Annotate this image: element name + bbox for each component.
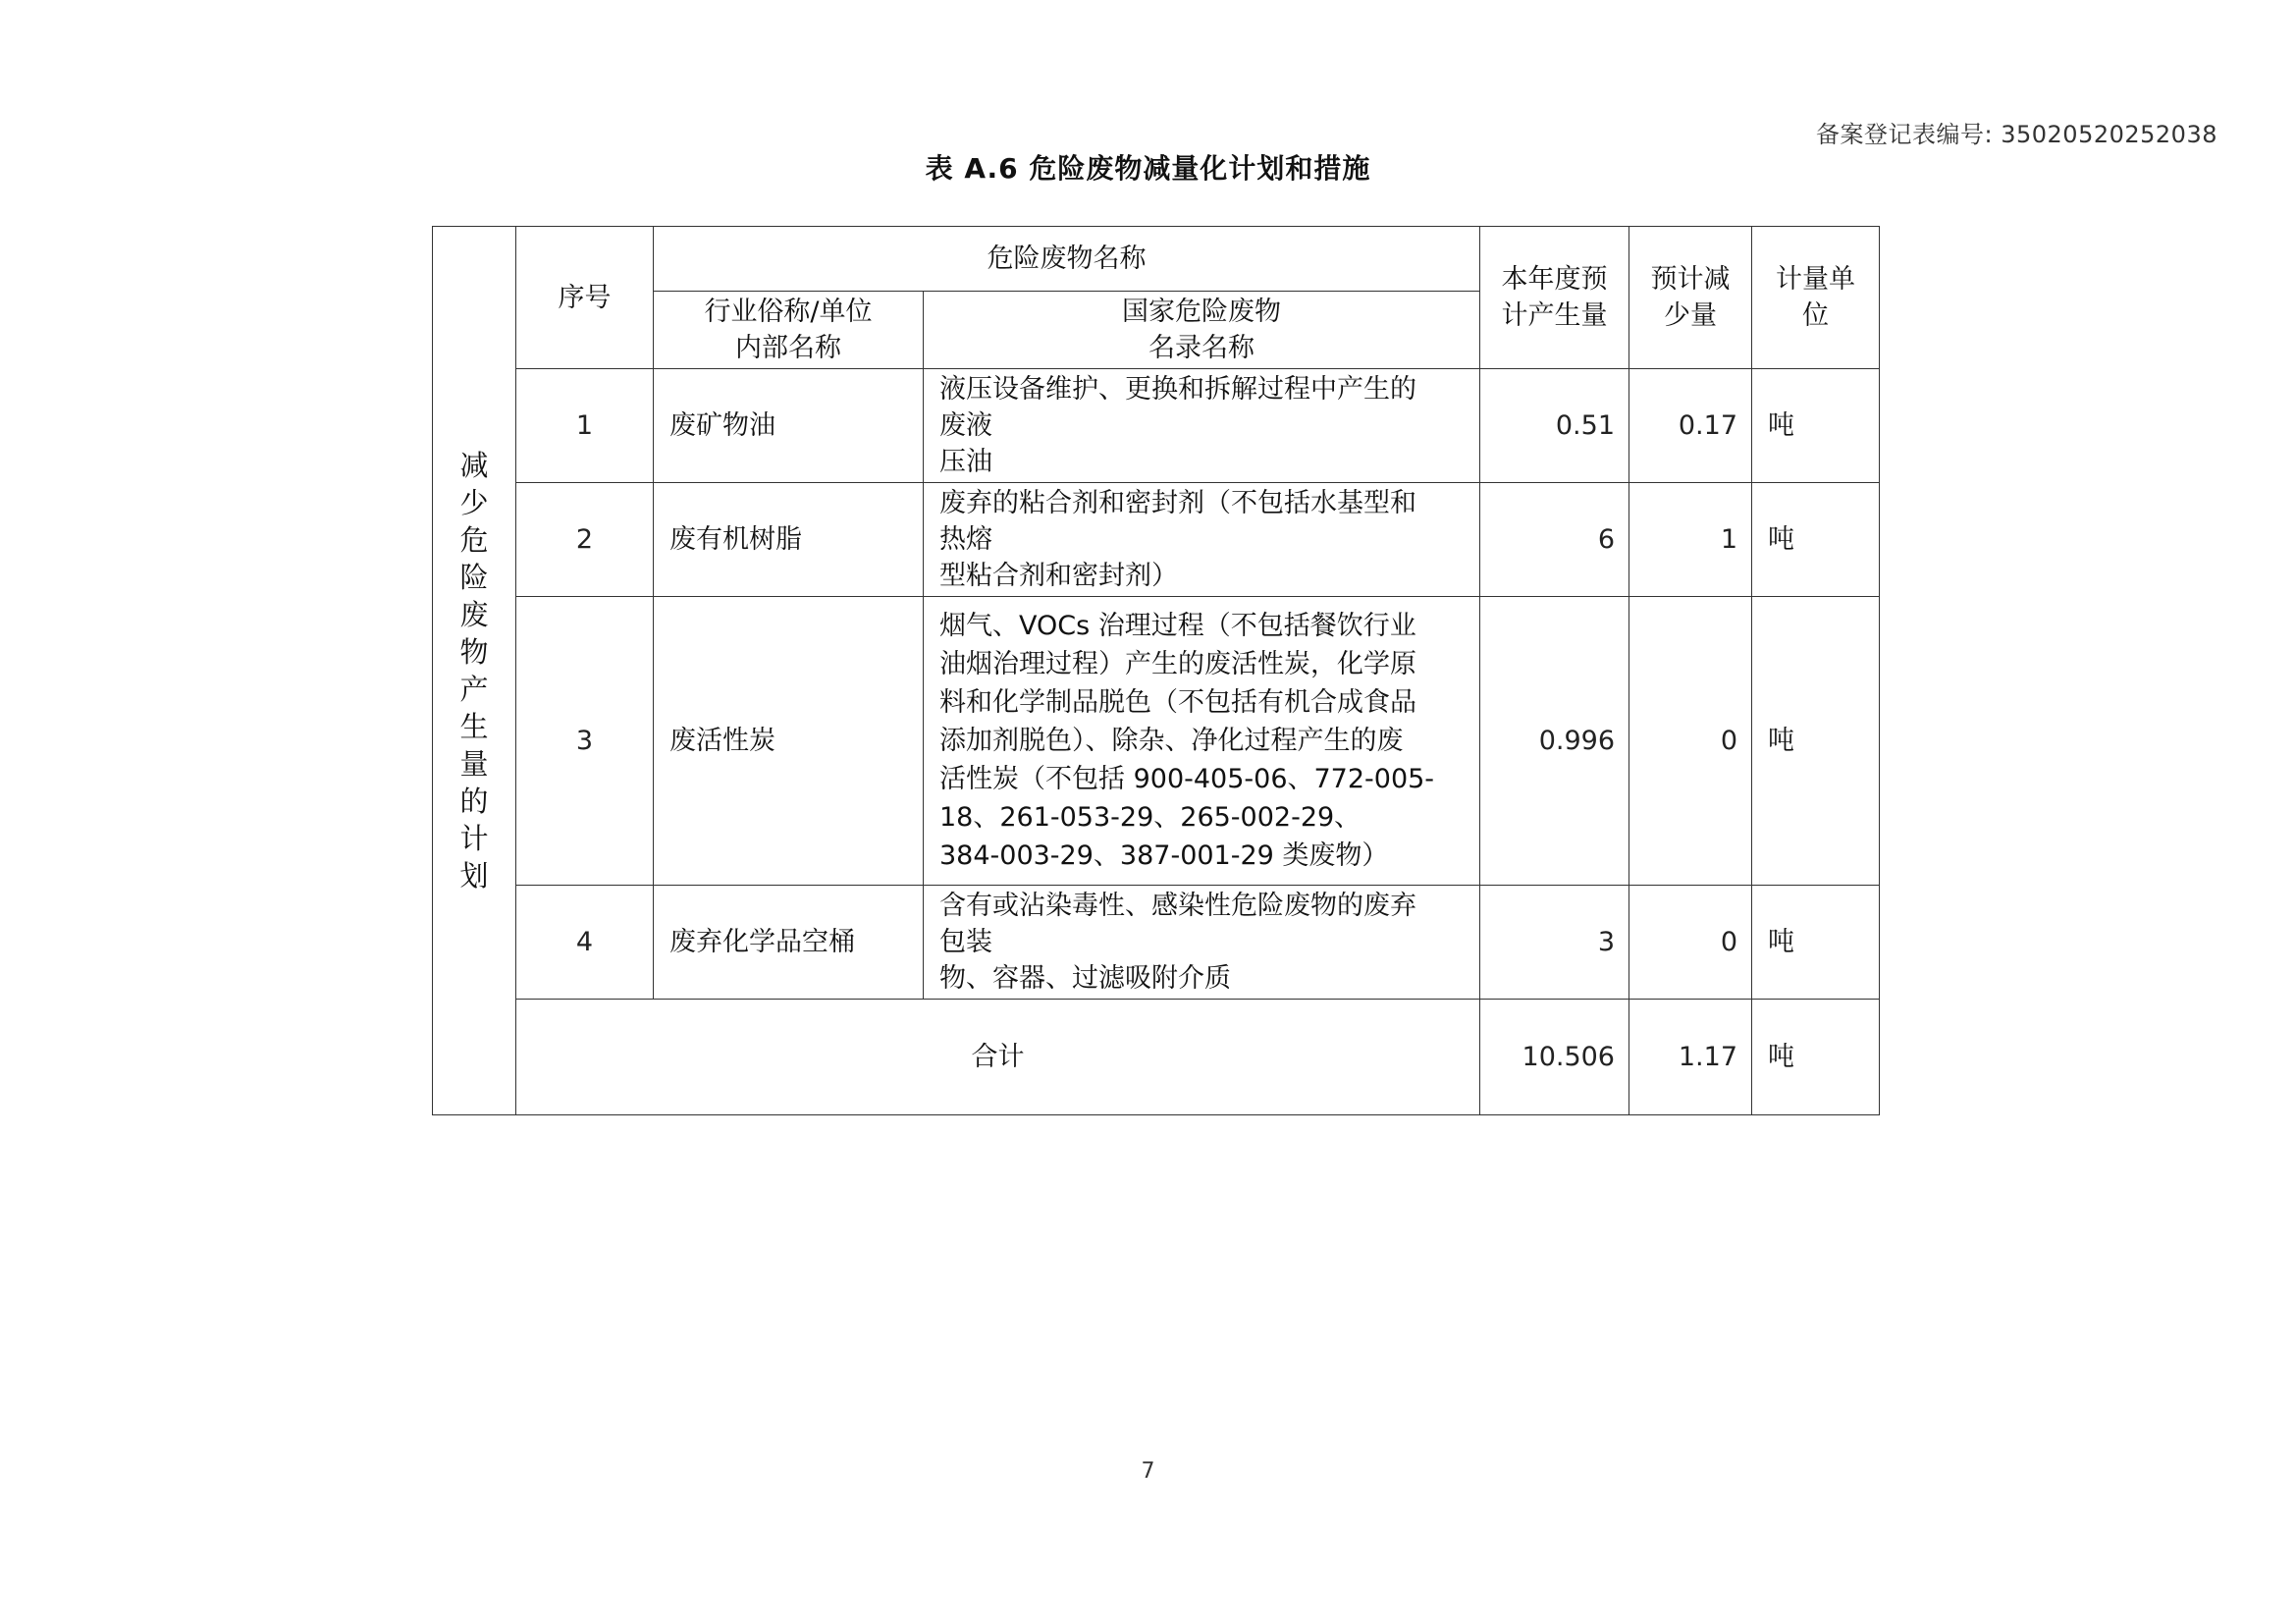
total-row [433,1000,1880,1115]
row-unit: 吨 [1752,886,1880,1000]
row-expected-reduction: 0 [1629,597,1752,886]
row-annual-output: 3 [1480,886,1629,1000]
total-annual-output: 10.506 [1480,1000,1629,1115]
row-national-name: 废弃的粘合剂和密封剂（不包括水基型和 热熔 型粘合剂和密封剂） [924,483,1480,597]
header-expected-reduction: 预计减 少量 [1629,227,1752,369]
header-annual-output: 本年度预 计产生量 [1480,227,1629,369]
total-expected-reduction: 1.17 [1629,1000,1752,1115]
row-serial: 4 [516,886,654,1000]
table-row [433,483,1880,597]
row-national-name: 含有或沾染毒性、感染性危险废物的废弃 包装 物、容器、过滤吸附介质 [924,886,1480,1000]
registration-label: 备案登记表编号: [1815,121,1994,148]
row-expected-reduction: 0.17 [1629,369,1752,483]
row-serial: 1 [516,369,654,483]
total-unit: 吨 [1752,1000,1880,1115]
header-serial: 序号 [516,227,654,369]
table-row [433,597,1880,886]
row-unit: 吨 [1752,369,1880,483]
side-label-cell [433,227,516,1115]
hazardous-waste-table [432,226,1880,1115]
row-industry-name: 废弃化学品空桶 [654,886,924,1000]
side-label: 减少危险废物产生量的计划 [459,448,489,893]
row-unit: 吨 [1752,597,1880,886]
registration-number [1816,115,2217,149]
row-serial: 3 [516,597,654,886]
page-number: 7 [1141,1459,1155,1484]
row-annual-output: 0.51 [1480,369,1629,483]
row-national-name: 烟气、VOCs 治理过程（不包括餐饮行业 油烟治理过程）产生的废活性炭，化学原 料和化学制品脱色（不包括有机合成食品 添加剂脱色）、除杂、净化过程产生的废 活性炭（不包括 900-405-06、772-005- 18、261-053-29、265-002-29、 384-003-29、387-001-29 类废物） [924,597,1480,886]
table-title: 表 A.6 危险废物减量化计划和措施 [925,152,1371,185]
row-industry-name: 废有机树脂 [654,483,924,597]
table-row [433,369,1880,483]
row-national-name: 液压设备维护、更换和拆解过程中产生的 废液 压油 [924,369,1480,483]
row-industry-name: 废活性炭 [654,597,924,886]
row-unit: 吨 [1752,483,1880,597]
table-row [433,886,1880,1000]
header-waste-name: 危险废物名称 [654,227,1480,292]
row-expected-reduction: 1 [1629,483,1752,597]
header-industry-name: 行业俗称/单位 内部名称 [654,292,924,369]
registration-value: 35020520252038 [2001,121,2217,148]
header-national-name: 国家危险废物 名录名称 [924,292,1480,369]
row-annual-output: 0.996 [1480,597,1629,886]
total-label: 合计 [516,1000,1480,1115]
row-expected-reduction: 0 [1629,886,1752,1000]
row-annual-output: 6 [1480,483,1629,597]
header-unit: 计量单 位 [1752,227,1880,369]
row-industry-name: 废矿物油 [654,369,924,483]
row-serial: 2 [516,483,654,597]
